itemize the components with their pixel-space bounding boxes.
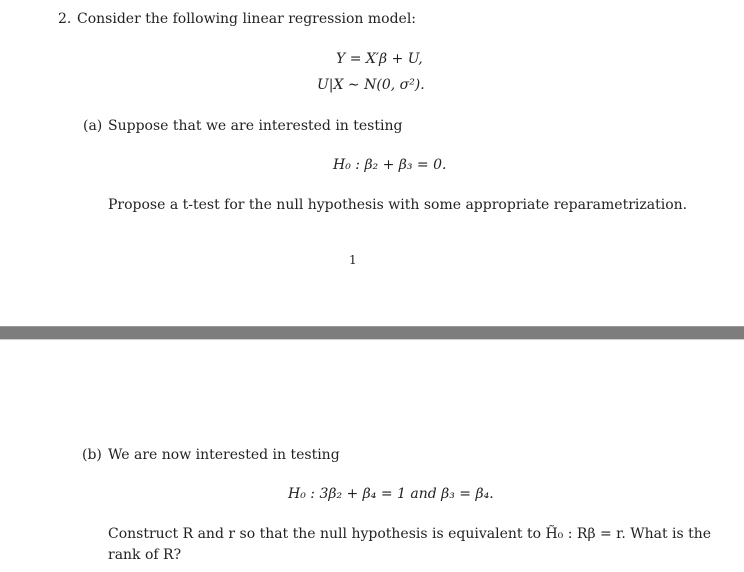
- part-b-instruction-line2: rank of R?: [108, 547, 182, 563]
- part-b-hypothesis: H₀ : 3β₂ + β₄ = 1 and β₃ = β₄.: [288, 486, 494, 502]
- equation-error-distribution: U|X ∼ N(0, σ²).: [317, 77, 425, 93]
- part-a-instruction: Propose a t-test for the null hypothesis with some appropriate reparametrization.: [108, 197, 688, 213]
- page-number: 1: [349, 253, 357, 267]
- problem-number: 2.: [58, 11, 72, 27]
- part-b-instruction-line1: Construct R and r so that the null hypothesis is equivalent to H̃₀ : Rβ = r. What is the: [108, 526, 712, 542]
- part-a-text: Suppose that we are interested in testing: [108, 118, 403, 134]
- part-a-hypothesis: H₀ : β₂ + β₃ = 0.: [333, 157, 447, 173]
- part-b-text: We are now interested in testing: [108, 447, 340, 463]
- part-a-label: (a): [83, 118, 103, 134]
- page-2: [0, 340, 744, 572]
- part-b-label: (b): [82, 447, 102, 463]
- problem-intro: Consider the following linear regression model:: [77, 11, 417, 27]
- equation-model: Y = X′β + U,: [336, 51, 423, 67]
- page-separator: [0, 326, 744, 340]
